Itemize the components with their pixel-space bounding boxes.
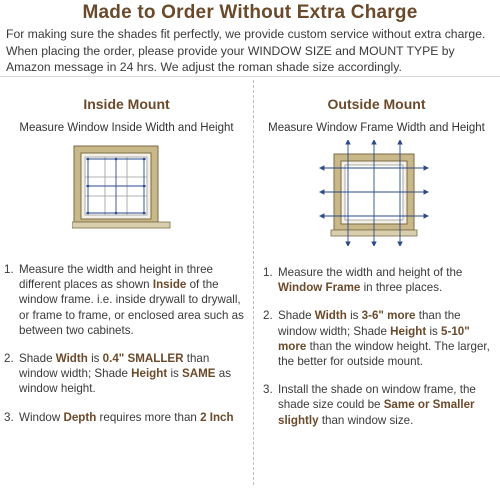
step-text: Measure the width and height in three different places as shown [19,263,213,292]
inside-step-3 [4,410,250,425]
outside-step-3 [263,382,498,428]
step-text: Window [19,410,64,424]
highlight-text: 0.4" SMALLER [102,352,184,366]
highlight-text: Width [55,352,88,366]
step-number: 2. [4,352,14,366]
outside-step-2 [263,308,498,369]
highlight-text: Height [390,324,427,338]
inside-step-2 [4,351,250,397]
step-text: than window size. [318,413,414,427]
highlight-text: Height [131,367,168,381]
step-number: 2. [263,309,273,323]
step-number: 3. [4,410,14,424]
highlight-text: 3-6" more [361,309,416,323]
outside-mount-title: Outside Mount [327,96,426,112]
step-text: than window width; Shade [19,352,210,381]
step-text: than the window width; Shade [278,309,461,338]
step-number: 1. [4,263,14,276]
step-number: 1. [263,266,273,279]
column-divider [253,80,254,485]
step-text: is [87,352,103,366]
highlight-text: Window Frame [278,281,361,295]
highlight-text: 2 Inch [200,410,234,424]
inside-step-1 [4,262,250,338]
step-text: in three places. [360,281,443,295]
highlight-text: 5-10" more [278,324,470,353]
step-text: Shade [19,352,56,366]
highlight-text: Inside [152,278,187,292]
highlight-text: Width [314,309,347,323]
step-text: than the window height. The larger, the better for outside mount. [278,339,490,369]
step-text: is [167,367,183,381]
step-text: is [426,324,442,338]
highlight-text: SAME [182,367,216,381]
step-text: requires more than [96,410,201,424]
inside-mount-window-diagram [72,144,172,234]
highlight-text: Depth [63,410,97,424]
step-text: is [346,309,362,323]
outside-mount-subtitle: Measure Window Frame Width and Height [268,122,485,134]
step-text: Shade [278,309,315,323]
step-number: 3. [263,383,273,397]
outside-step-1 [263,265,498,295]
inside-mount-subtitle: Measure Window Inside Width and Height [19,122,234,134]
step-text: as window height. [19,367,232,396]
highlight-text: Same or Smaller slightly [278,398,475,427]
header-divider [0,76,500,77]
outside-mount-window-diagram [318,140,430,246]
step-text: Install the shade on window frame, the shade size could be [278,383,476,412]
inside-mount-steps [4,262,250,438]
intro-text: For making sure the shades fit perfectly, we provide custom service without extra charge. When placing the order, please provide your WINDOW SIZE and MOUNT TYPE by Amazon message in 24 hrs. We adjust the roman shade size accordingly. [6,27,486,74]
step-text: Measure the width and height of the [278,266,463,279]
inside-mount-title: Inside Mount [83,96,170,112]
page-title: Made to Order Without Extra Charge [82,2,418,23]
outside-mount-steps [263,265,498,441]
step-text: of the window frame. i.e. inside drywall to drywall, or frame to frame, or enclosed area such as between two cabinets. [19,278,244,337]
